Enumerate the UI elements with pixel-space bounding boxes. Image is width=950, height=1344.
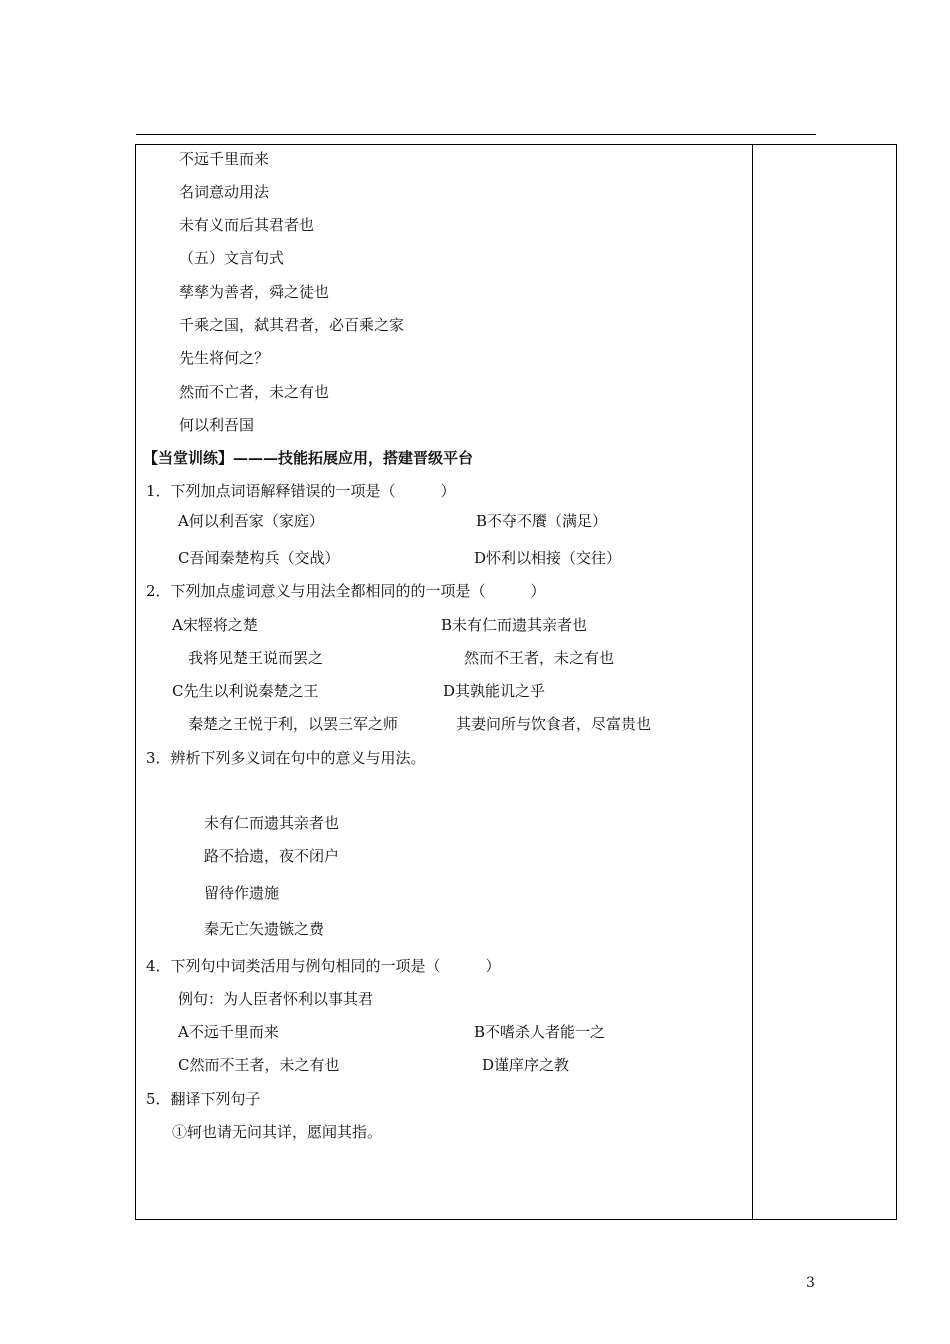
question-2-option-c-line-2: 秦楚之王悦于利，以罢三军之师: [188, 715, 399, 733]
question-2-option-a: A宋牼将之楚: [172, 616, 258, 634]
question-4-option-c: C然而不王者，未之有也: [178, 1056, 340, 1074]
question-1-option-d: D怀利以相接（交往）: [474, 549, 622, 567]
text-line: 不远千里而来: [179, 150, 270, 168]
training-heading: 【当堂训练】———技能拓展应用，搭建晋级平台: [143, 449, 474, 467]
question-4-option-a: A不远千里而来: [178, 1023, 279, 1041]
question-3-item: 留待作遗施: [204, 884, 280, 902]
text-line: 先生将何之？: [179, 349, 270, 367]
question-1-option-b: B不夺不餍（满足）: [476, 512, 608, 530]
content-table: [135, 144, 897, 1220]
question-3-item: 未有仁而遗其亲者也: [204, 814, 340, 832]
question-4-option-d: D谨庠序之教: [482, 1056, 570, 1074]
question-3-item: 秦无亡矢遗镞之费: [204, 920, 325, 938]
text-line: 名词意动用法: [179, 183, 270, 201]
text-line: 然而不亡者，未之有也: [179, 383, 330, 401]
question-5-stem: 5．翻译下列句子: [146, 1090, 261, 1108]
question-4-example: 例句：为人臣者怀利以事其君: [178, 990, 374, 1008]
question-2-stem: 2．下列加点虚词意义与用法全都相同的的一项是（ ）: [146, 582, 546, 600]
question-2-option-b: B未有仁而遗其亲者也: [441, 616, 588, 634]
text-line: 孳孳为善者，舜之徒也: [179, 283, 330, 301]
header-rule: [136, 134, 816, 135]
question-5-item-1: ①轲也请无问其详，愿闻其指。: [172, 1123, 383, 1141]
question-4-option-b: B不嗜杀人者能一之: [474, 1023, 606, 1041]
column-divider: [752, 145, 753, 1219]
page-number: 3: [806, 1275, 815, 1291]
question-2-option-d: D其孰能讥之乎: [443, 682, 546, 700]
text-line: 何以利吾国: [179, 416, 255, 434]
question-2-option-d-line-2: 其妻问所与饮食者，尽富贵也: [456, 715, 652, 733]
question-1-option-a: A何以利吾家（家庭）: [178, 512, 324, 530]
question-2-option-a-line-2: 我将见楚王说而罢之: [188, 649, 324, 667]
text-line: 千乘之国，弑其君者，必百乘之家: [179, 316, 405, 334]
question-1-stem: 1．下列加点词语解释错误的一项是（ ）: [146, 482, 456, 500]
question-3-item: 路不拾遗，夜不闭户: [204, 847, 340, 865]
question-2-option-c: C先生以利说秦楚之王: [172, 682, 319, 700]
text-line: 未有义而后其君者也: [179, 216, 315, 234]
question-3-stem: 3．辨析下列多义词在句中的意义与用法。: [146, 749, 426, 767]
question-4-stem: 4．下列句中词类活用与例句相同的一项是（ ）: [146, 957, 501, 975]
question-1-option-c: C吾闻秦楚构兵（交战）: [178, 549, 340, 567]
section-subheading: （五）文言句式: [179, 249, 285, 267]
question-2-option-b-line-2: 然而不王者，未之有也: [464, 649, 615, 667]
